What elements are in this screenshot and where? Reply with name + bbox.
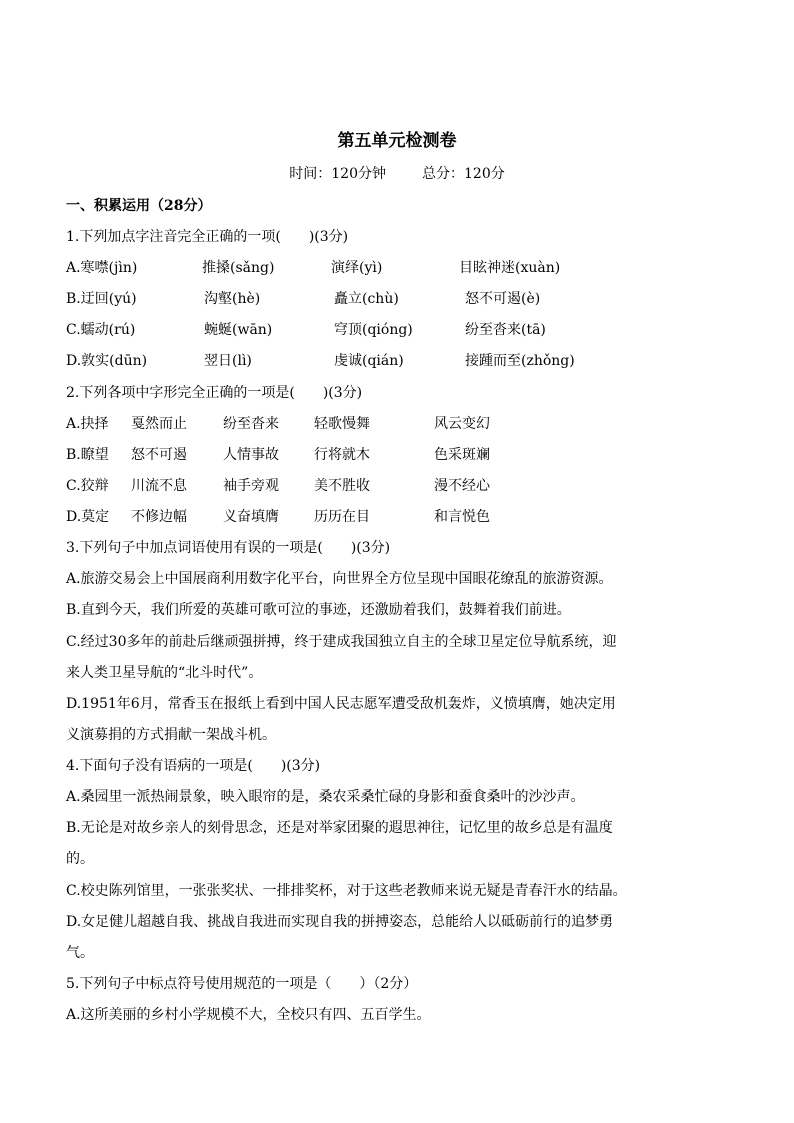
q1-b-item: 矗立(chù) (334, 291, 399, 307)
time-limit: 时间：120分钟 (289, 166, 386, 182)
q2-d-item: 历历在目 (314, 509, 370, 525)
q2-d-item: 和言悦色 (434, 509, 490, 525)
q2-d-item: 义奋填膺 (223, 509, 279, 525)
q2-c-item: 袖手旁观 (223, 478, 279, 494)
q2-a-item: 轻歌慢舞 (314, 416, 370, 432)
q4-option-d-line1: D.女足健儿超越自我、挑战自我进而实现自我的拼搏姿态，总能给人以砥砺前行的追梦勇 (66, 914, 614, 930)
q1-c-item: C.蠕动(rú) (66, 322, 136, 338)
q1-d-item: 接踵而至(zhǒng) (465, 353, 575, 369)
q4-option-b-line2: 的。 (66, 851, 94, 867)
q2-b-item: 行将就木 (314, 447, 370, 463)
q2-a-item: 风云变幻 (434, 416, 490, 432)
q2-c-item: 川流不息 (131, 478, 187, 494)
q3-option-d-line1: D.1951年6月，常香玉在报纸上看到中国人民志愿军遭受敌机轰炸，义愤填膺，她决定用 (66, 696, 616, 712)
q4-option-a: A.桑园里一派热闹景象，映入眼帘的是，桑农采桑忙碌的身影和蚕食桑叶的沙沙声。 (66, 789, 585, 805)
q1-b-item: B.迂回(yú) (66, 291, 137, 307)
page-title: 第五单元检测卷 (337, 131, 457, 151)
q2-a-item: 纷至沓来 (223, 416, 279, 432)
q3-option-c-line1: C.经过30多年的前赴后继顽强拼搏，终于建成我国独立自主的全球卫星定位导航系统，迎 (66, 634, 617, 650)
q2-d-item: 不修边幅 (131, 509, 187, 525)
q1-c-item: 穹顶(qióng) (334, 322, 413, 338)
q1-d-item: 虔诚(qián) (334, 353, 404, 369)
q1-d-item: D.敦实(dūn) (66, 353, 148, 369)
question-3-stem: 3.下列句子中加点词语使用有误的一项是( )(3分) (66, 540, 391, 556)
question-5-stem: 5.下列句子中标点符号使用规范的一项是（ ）（2分） (66, 976, 418, 992)
q2-c-item: 漫不经心 (434, 478, 490, 494)
q2-b-item: B.瞭望 (66, 447, 109, 463)
q1-a-item: 目眩神迷(xuàn) (459, 260, 561, 276)
q3-option-c-line2: 来人类卫星导航的“北斗时代”。 (66, 665, 263, 681)
q2-c-item: C.狡辩 (66, 478, 109, 494)
q1-d-item: 翌日(lì) (204, 353, 252, 369)
q5-option-a: A.这所美丽的乡村小学规模不大，全校只有四、五百学生。 (66, 1007, 431, 1023)
q2-a-item: A.抉择 (66, 416, 109, 432)
q3-option-d-line2: 义演募捐的方式捐献一架战斗机。 (66, 727, 276, 743)
q2-b-item: 色采斑斓 (434, 447, 490, 463)
q1-b-item: 沟壑(hè) (204, 291, 261, 307)
q1-a-item: 推搡(sǎng) (202, 260, 275, 276)
q1-b-item: 怒不可遏(è) (465, 291, 541, 307)
q1-c-item: 蜿蜒(wān) (204, 322, 273, 338)
question-4-stem: 4.下面句子没有语病的一项是( )(3分) (66, 758, 321, 774)
total-score: 总分：120分 (422, 166, 505, 182)
question-2-stem: 2.下列各项中字形完全正确的一项是( )(3分) (66, 385, 363, 401)
q2-b-item: 怒不可遏 (131, 447, 187, 463)
q2-b-item: 人情事故 (223, 447, 279, 463)
q1-c-item: 纷至沓来(tā) (465, 322, 546, 338)
q1-a-item: A.寒噤(jìn) (66, 260, 138, 276)
q4-option-c: C.校史陈列馆里，一张张奖状、一排排奖杯，对于这些老教师来说无疑是青春汗水的结晶。 (66, 883, 627, 899)
q2-d-item: D.莫定 (66, 509, 110, 525)
q3-option-a: A.旅游交易会上中国展商利用数字化平台，向世界全方位呈现中国眼花缭乱的旅游资源。 (66, 571, 613, 587)
section-heading: 一、积累运用（28分） (66, 198, 212, 214)
q2-c-item: 美不胜收 (314, 478, 370, 494)
question-1-stem: 1.下列加点字注音完全正确的一项( )(3分) (66, 229, 349, 245)
q3-option-b: B.直到今天，我们所爱的英雄可歌可泣的事迹，还激励着我们，鼓舞着我们前进。 (66, 602, 571, 618)
q2-a-item: 戛然而止 (131, 416, 187, 432)
exam-meta (0, 164, 794, 184)
q4-option-d-line2: 气。 (66, 945, 94, 961)
q4-option-b-line1: B.无论是对故乡亲人的刻骨思念，还是对举家团聚的遐思神往，记忆里的故乡总是有温度 (66, 820, 613, 836)
q1-a-item: 演绎(yì) (331, 260, 383, 276)
